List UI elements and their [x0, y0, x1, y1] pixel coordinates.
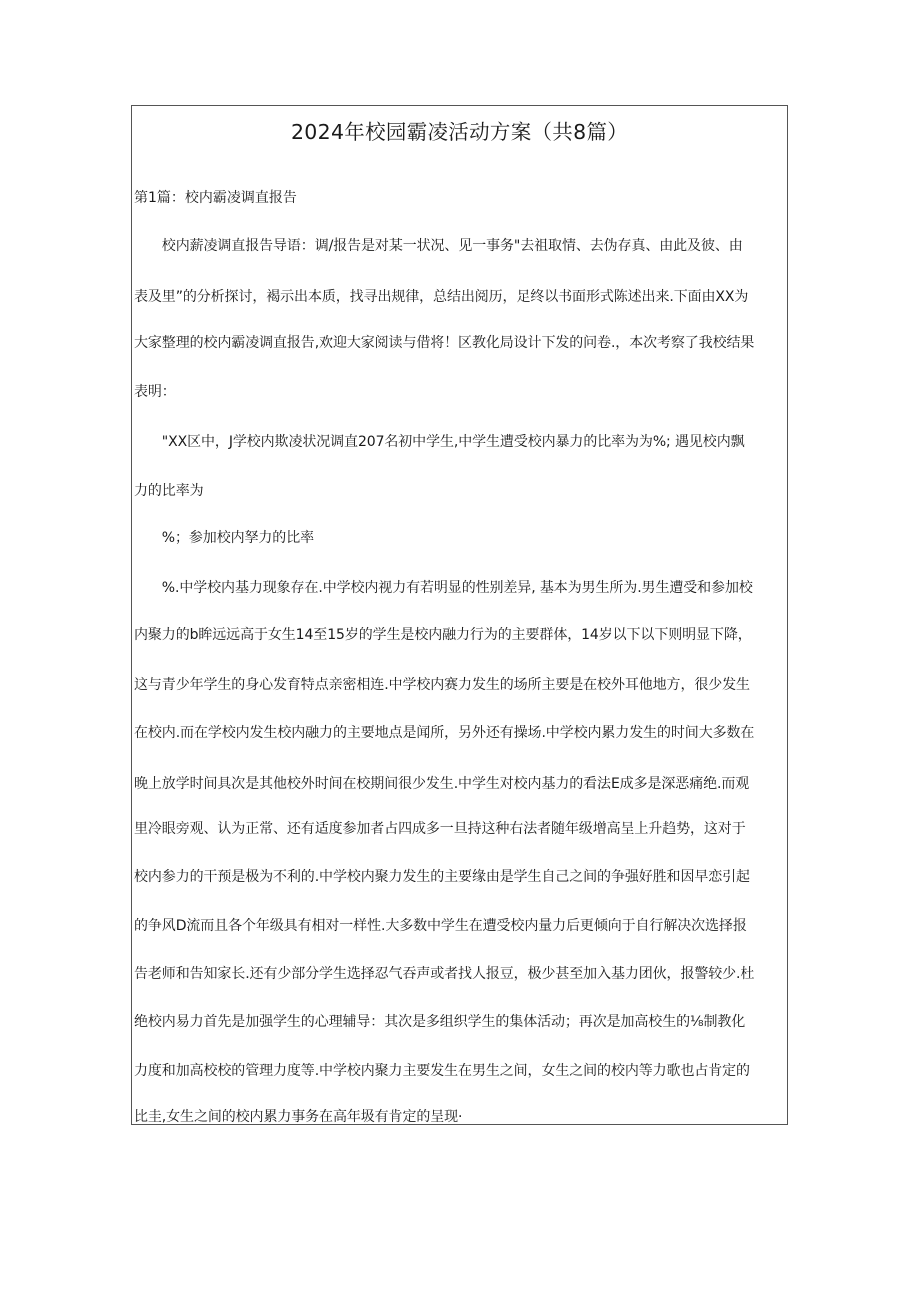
body-line: 告老师和告知家长.还有少部分学生选择忍气吞声或者找人报豆，极少甚至加入基力团伙，报警较少.杜	[134, 966, 755, 982]
body-line: 晚上放学时间具次是其他校外时间在校期间很少发生.中学生对校内基力的看法E成多是深恶痛绝.而观	[134, 776, 750, 792]
document-title: 2024年校园霸凌活动方案（共8篇）	[290, 120, 629, 144]
body-line: "XX区中，J学校内欺凌状况调直207名初中学生,中学生遭受校内暴力的比率为为%; 遇见校内飘	[134, 434, 745, 450]
body-line: 这与青少年学生的身心发育特点亲密相连.中学校内赛力发生的场所主要是在校外耳他地方，很少发生	[134, 677, 750, 693]
body-line: 力的比率为	[134, 483, 204, 499]
body-line: 绝校内易力首先是加强学生的心理辅导：其次是多组织学生的集体活动；再次是加高校生的⅛制教化	[134, 1014, 746, 1030]
body-line: %；参加校内孥力的比率	[134, 530, 315, 546]
body-line: 里冷眼旁观、认为正常、还有适度参加者占四成多一旦持这种右法者随年级增高呈上升趋势，这对于	[134, 821, 746, 837]
body-line: %.中学校内基力现象存在.中学校内视力有若明显的性别差异, 基本为男生所为.男生遭受和参加校	[134, 580, 753, 596]
section-heading: 第1篇：校内霸凌调直报告	[134, 190, 297, 206]
body-line: 大家整理的校内霸凌调直报告,欢迎大家阅读与借将！区教化局设计下发的问卷.，本次考察了我校结果	[134, 335, 755, 351]
body-line: 表明：	[134, 384, 176, 400]
body-line: 比圭,女生之间的校内累力事务在高年圾有肯定的呈现·	[134, 1109, 463, 1125]
document-frame	[131, 105, 788, 1125]
body-line: 表及里”的分析探讨，褐示出本质，找寻出规律，总结出阅历，足终以书面形式陈述出来.下面由XX为	[134, 289, 749, 305]
body-line: 校内薪凌调直报告导语：调/报告是对某一状况、见一事务"去祖取情、去伪存真、由此及彼、由	[134, 238, 743, 254]
body-line: 内聚力的b眸远远高于女生14至15岁的学生是校内融力行为的主要群体，14岁以下以下则明显下降，	[134, 627, 752, 643]
body-line: 力度和加高校校的管理力度等.中学校内聚力主要发生在男生之间，女生之间的校内等力歌也占肯定的	[134, 1063, 750, 1079]
body-line: 校内参力的干预是极为不利的.中学校内聚力发生的主要缘由是学生自己之间的争强好胜和因早恋引起	[134, 869, 750, 885]
body-line: 的争风D流而且各个年级具有相对一样性.大多数中学生在遭受校内量力后更倾向于自行解决次选择报	[134, 918, 747, 934]
body-line: 在校内.而在学校内发生校内融力的主要地点是闻所，另外还有操场.中学校内累力发生的时间大多数在	[134, 725, 755, 741]
